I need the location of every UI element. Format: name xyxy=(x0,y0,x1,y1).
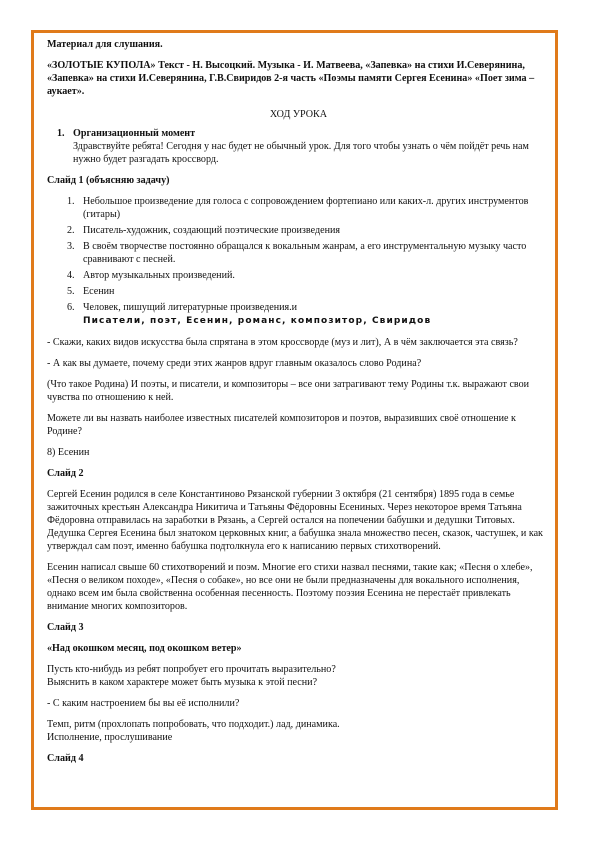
rodina-paragraph: (Что такое Родина) И поэты, и писатели, и композиторы – все они затрагивают тему Родины т.к. выражают свои чувства по отношению к ней. xyxy=(47,379,530,403)
list-number: 4. xyxy=(67,270,75,281)
song-title: «Над окошком месяц, под окошком ветер» xyxy=(47,643,242,654)
activity-block xyxy=(47,718,550,744)
question-paragraph: - С каким настроением бы вы её исполнили? xyxy=(47,698,240,709)
lesson-title: ХОД УРОКА xyxy=(269,109,328,120)
list-item xyxy=(47,224,550,237)
bio-paragraph: Сергей Есенин родился в селе Константиново Рязанской губернии 3 октября (21 сентября) 1895 года в семье зажиточных крестьян Александра Никитича и Татьяны Фёдоровны Есениных. Через некоторое время Татьяна Фёдоровна отправилась на заработки в Рязань, а Сергей остался на попечении бабушки и дедушки Титовых. Дедушка Сергея Есенина был знатоком церковных книг, а бабушка знала множество песен, сказок, частушек, и как утверждал сам поэт, именно бабушка подтолкнула его к написанию первых стихотворений. xyxy=(47,489,543,552)
question-line: Пусть кто-нибудь из ребят попробует его прочитать выразительно? xyxy=(47,664,336,675)
org-text: Здравствуйте ребята! Сегодня у нас будет не обычный урок. Для того чтобы узнать о чём пойдёт речь нам нужно будет разгадать кроссворд. xyxy=(73,141,529,165)
list-number: 6. xyxy=(67,302,75,313)
slide2-heading: Слайд 2 xyxy=(47,468,84,479)
list-number: 1. xyxy=(67,196,75,207)
list-number: 5. xyxy=(67,286,75,297)
list-number: 2. xyxy=(67,225,75,236)
document-body xyxy=(47,38,550,773)
list-text: Есенин xyxy=(83,286,115,297)
list-number: 3. xyxy=(67,241,75,252)
list-item xyxy=(47,285,550,298)
listening-header: Материал для слушания. xyxy=(47,39,163,50)
slide3-heading: Слайд 3 xyxy=(47,622,84,633)
activity-line: Темп, ритм (прохлопать попробовать, что подходит.) лад, динамика. xyxy=(47,719,340,730)
list-item xyxy=(47,240,550,266)
list-item xyxy=(47,195,550,221)
list-text: Писатель-художник, создающий поэтические произведения xyxy=(83,225,341,236)
question-block xyxy=(47,663,550,689)
question-paragraph: - Скажи, каких видов искусства была спрятана в этом кроссворде (муз и лит), А в чём заключается эта связь? xyxy=(47,337,518,348)
list-text: В своём творчестве постоянно обращался к вокальным жанрам, а его инструментальную музыку часто сравнивают с песней. xyxy=(83,241,527,265)
list-text: Автор музыкальных произведений. xyxy=(83,270,235,281)
answer-line: 8) Есенин xyxy=(47,447,90,458)
org-number: 1. xyxy=(57,128,65,139)
list-item xyxy=(47,301,550,328)
org-heading: Организационный момент xyxy=(73,128,196,139)
list-text: Небольшое произведение для голоса с сопровождением фортепиано или каких-л. других инструментов (гитары) xyxy=(83,196,529,220)
music-list: «ЗОЛОТЫЕ КУПОЛА» Текст - Н. Высоцкий. Музыка - И. Матвеева, «Запевка» на стихи И.Северянина, «Запевка» на стихи И.Северянина, Г.В.Свиридов 2-я часть «Поэмы памяти Сергея Есенина» «Поет зима – аукает». xyxy=(47,60,535,97)
question-paragraph: Можете ли вы назвать наиболее известных писателей композиторов и поэтов, выразивших своё отношение к Родине? xyxy=(47,413,516,437)
org-list xyxy=(47,127,550,166)
crossword-list xyxy=(47,195,550,328)
activity-line: Исполнение, прослушивание xyxy=(47,732,173,743)
question-paragraph: - А как вы думаете, почему среди этих жанров вдруг главным оказалось слово Родина? xyxy=(47,358,422,369)
slide1-heading: Слайд 1 (объясняю задачу) xyxy=(47,175,170,186)
bio-paragraph: Есенин написал свыше 60 стихотворений и поэм. Многие его стихи назвал песнями, такие как; «Песня о хлебе», «Песня о великом походе», «Песня о собаке», но все они не были предназначены для вокального исполнения, однако всем им была свойственна особенная песенность. Поэтому поэзия Есенина не перестаёт привлекать внимание многих композиторов. xyxy=(47,562,533,612)
list-text: Человек, пишущий литературные произведения.и xyxy=(83,302,298,313)
org-item xyxy=(47,127,550,166)
list-item xyxy=(47,269,550,282)
answers-line: Писатели, поэт, Есенин, романс, композитор, Свиридов xyxy=(83,316,432,326)
slide4-heading: Слайд 4 xyxy=(47,753,84,764)
question-line: Выяснить в каком характере может быть музыка к этой песни? xyxy=(47,677,318,688)
